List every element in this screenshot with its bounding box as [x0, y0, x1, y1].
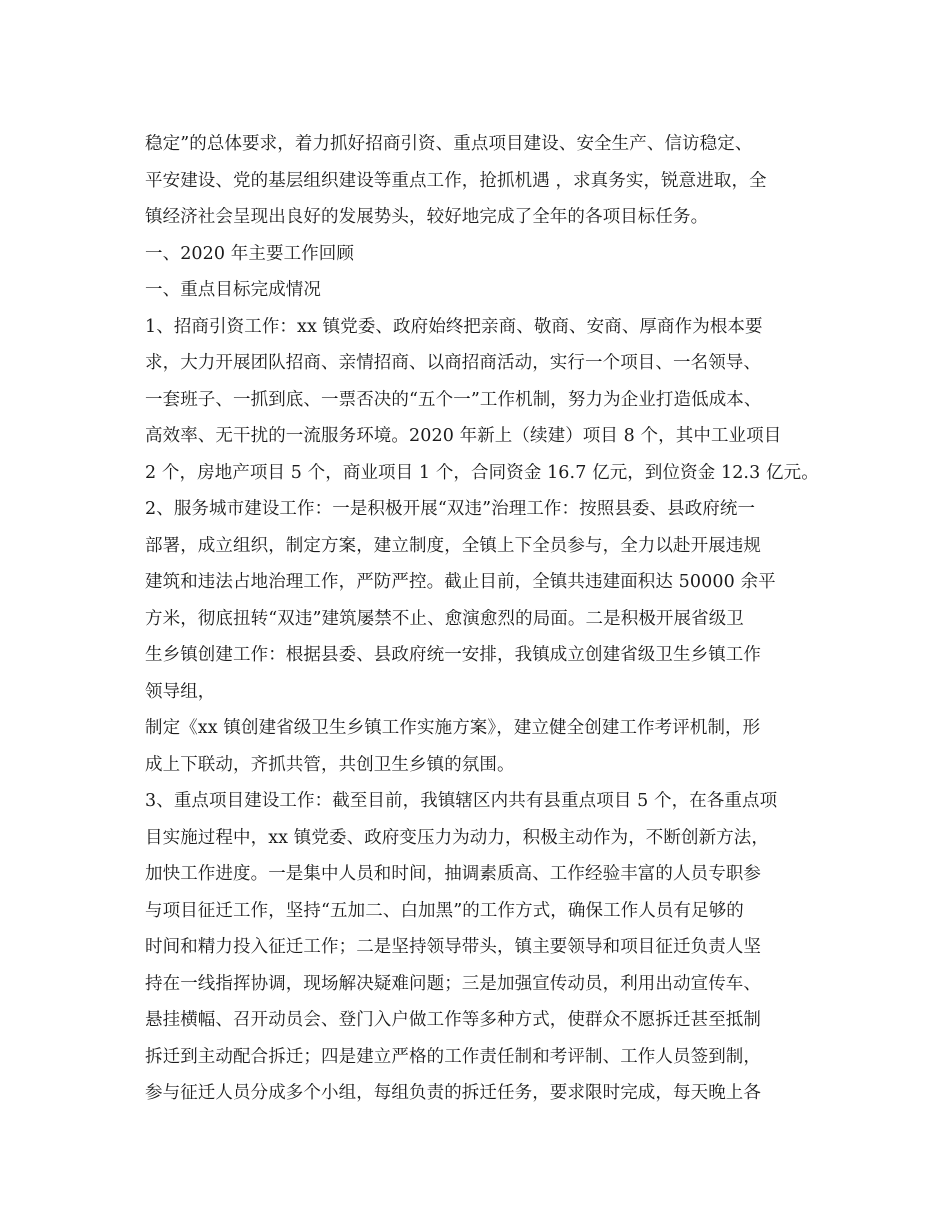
document-body	[145, 126, 819, 1112]
paragraph-line: 平安建设、党的基层组织建设等重点工作，抢抓机遇 ，求真务实，锐意进取，全	[145, 170, 767, 191]
paragraph-line: 高效率、无干扰的一流服务环境。2020 年新上（续建）项目 8 个，其中工业项目	[145, 426, 782, 446]
paragraph-line: 与项目征迁工作，坚持“五加二、白加黑”的工作方式，确保工作人员有足够的	[145, 900, 744, 921]
paragraph-line: 部署，成立组织，制定方案，建立制度，全镇上下全员参与，全力以赴开展违规	[145, 535, 761, 556]
paragraph-line: 镇经济社会呈现出良好的发展势头，较好地完成了全年的各项目标任务。	[145, 207, 709, 227]
paragraph-line: 成上下联动，齐抓共管，共创卫生乡镇的氛围。	[145, 754, 515, 775]
paragraph-line: 悬挂横幅、召开动员会、登门入户做工作等多种方式，使群众不愿拆迁甚至抵制	[145, 1010, 761, 1030]
paragraph-line: 加快工作进度。一是集中人员和时间，抽调素质高、工作经验丰富的人员专职参	[145, 864, 761, 884]
paragraph-line: 时间和精力投入征迁工作；二是坚持领导带头，镇主要领导和项目征迁负责人坚	[145, 937, 761, 957]
paragraph-line: 求，大力开展团队招商、亲情招商、以商招商活动，实行一个项目、一名领导、	[145, 353, 761, 373]
paragraph-line: 方米，彻底扭转“双违”建筑屡禁不止、愈演愈烈的局面。二是积极开展省级卫	[145, 608, 744, 629]
paragraph-line: 一套班子、一抓到底、一票否决的“五个一”工作机制，努力为企业打造低成本、	[145, 389, 762, 410]
paragraph-line: 目实施过程中，xx 镇党委、政府变压力为动力，积极主动作为，不断创新方法，	[145, 827, 769, 848]
subsection-heading: 一、重点目标完成情况	[145, 280, 321, 300]
paragraph-line: 2 个，房地产项目 5 个，商业项目 1 个，合同资金 16.7 亿元，到位资金 12.3 亿元。	[145, 462, 819, 483]
paragraph-line: 持在一线指挥协调，现场解决疑难问题；三是加强宣传动员，利用出动宣传车、	[145, 973, 761, 994]
paragraph-line: 3、重点项目建设工作：截至目前，我镇辖区内共有县重点项目 5 个，在各重点项	[145, 791, 778, 811]
section-heading: 一、2020 年主要工作回顾	[145, 243, 354, 264]
paragraph-line: 稳定”的总体要求，着力抓好招商引资、重点项目建设、安全生产、信访稳定、	[145, 134, 753, 154]
paragraph-line: 参与征迁人员分成多个小组，每组负责的拆迁任务，要求限时完成，每天晚上各	[145, 1083, 761, 1103]
paragraph-line: 拆迁到主动配合拆迁；四是建立严格的工作责任制和考评制、工作人员签到制，	[145, 1046, 761, 1067]
paragraph-line: 1、招商引资工作：xx 镇党委、政府始终把亲商、敬商、安商、厚商作为根本要	[145, 316, 763, 337]
paragraph-line: 2、服务城市建设工作：一是积极开展“双违”治理工作：按照县委、县政府统一	[145, 499, 756, 519]
paragraph-line: 建筑和违法占地治理工作，严防严控。截止目前，全镇共违建面积达 50000 余平	[145, 572, 776, 592]
paragraph-line: 生乡镇创建工作：根据县委、县政府统一安排，我镇成立创建省级卫生乡镇工作	[145, 645, 761, 665]
paragraph-line: 制定《xx 镇创建省级卫生乡镇工作实施方案》，建立健全创建工作考评机制，形	[145, 718, 761, 738]
paragraph-line: 领导组，	[145, 681, 216, 702]
